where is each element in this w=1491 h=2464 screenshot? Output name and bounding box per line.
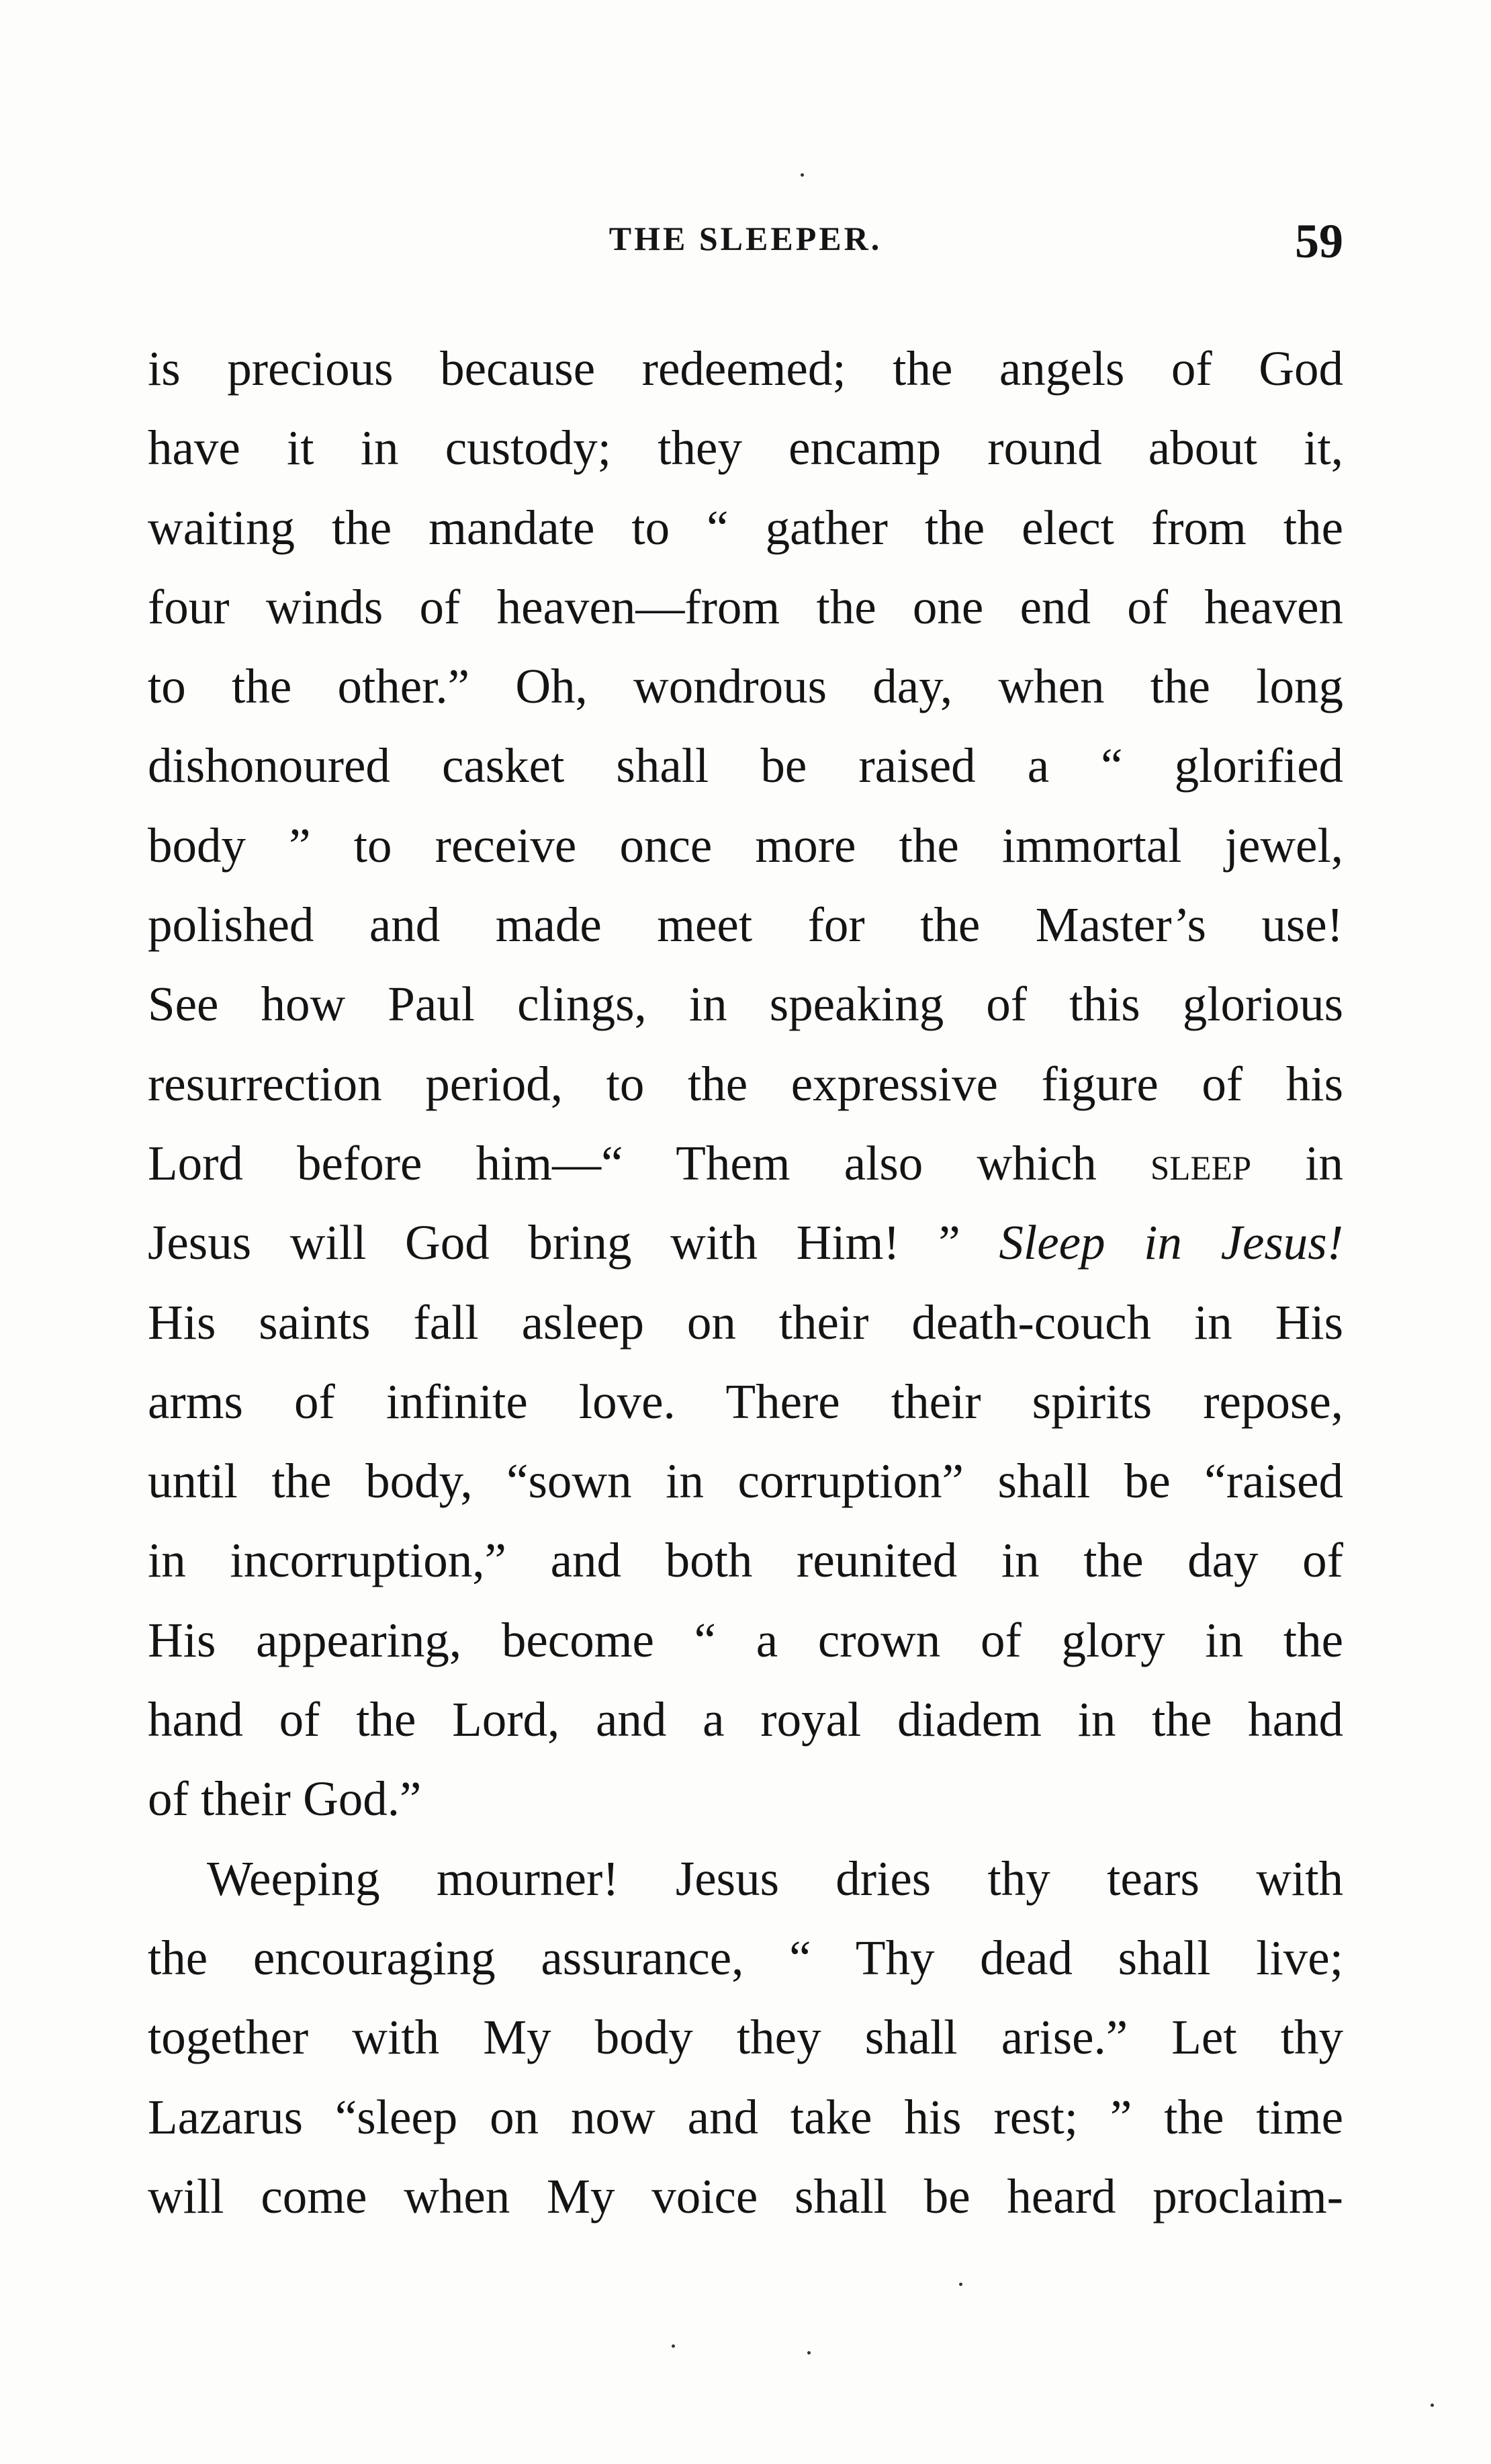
paragraph-first-line: Weeping mourner! Jesus dries thy tears with [207, 1851, 1343, 1906]
text-line: the encouraging assurance, “ Thy dead shall live; [148, 1930, 1343, 1985]
text-line: hand of the Lord, and a royal diadem in the hand [148, 1692, 1343, 1747]
text-line: His appearing, become “ a crown of glory in the [148, 1612, 1343, 1667]
text-line: arms of infinite love. There their spirits repose, [148, 1374, 1343, 1429]
text-line: four winds of heaven—from the one end of heaven [148, 579, 1343, 634]
text-line: to the other.” Oh, wondrous day, when the long [148, 659, 1343, 714]
text-line: will come when My voice shall be heard proclaim- [148, 2168, 1343, 2224]
text-line: of their God.” [148, 1771, 422, 1827]
line-text: in [1305, 1135, 1344, 1190]
text-line: body ” to receive once more the immortal jewel, [148, 818, 1343, 873]
running-head [148, 214, 1343, 267]
text-line: His saints fall asleep on their death-couch in His [148, 1294, 1343, 1350]
ink-speck [801, 173, 804, 177]
ink-speck [1431, 2404, 1434, 2407]
ink-speck [672, 2344, 675, 2348]
text-line [148, 1124, 1343, 1203]
text-line: resurrection period, to the expressive figure of his [148, 1056, 1343, 1111]
text-line: dishonoured casket shall be raised a “ glorified [148, 738, 1343, 793]
text-line: polished and made meet for the Master’s use! [148, 897, 1343, 953]
text-line [148, 1203, 1343, 1282]
text-line: waiting the mandate to “ gather the elect from the [148, 500, 1343, 555]
ink-speck [807, 2351, 811, 2355]
italic-phrase: Sleep in Jesus! [999, 1215, 1344, 1270]
text-line: See how Paul clings, in speaking of this glorious [148, 977, 1343, 1032]
text-line: until the body, “sown in corruption” shall be “raised [148, 1454, 1343, 1509]
line-text: Jesus will God bring with Him! ” [148, 1215, 960, 1270]
text-line: in incorruption,” and both reunited in the day of [148, 1533, 1343, 1588]
small-caps-word: sleep [1150, 1135, 1252, 1190]
running-title: THE SLEEPER. [608, 220, 883, 257]
text-line: Lazarus “sleep on now and take his rest; ” the time [148, 2089, 1343, 2144]
text-line: together with My body they shall arise.” Let thy [148, 2010, 1343, 2065]
text-line: is precious because redeemed; the angels of God [148, 341, 1343, 396]
text-line: have it in custody; they encamp round about it, [148, 421, 1343, 476]
line-text: Lord before him—“ Them also which [148, 1135, 1097, 1190]
body-text [148, 329, 1343, 2236]
ink-speck [959, 2283, 962, 2286]
page-number: 59 [1295, 214, 1343, 268]
